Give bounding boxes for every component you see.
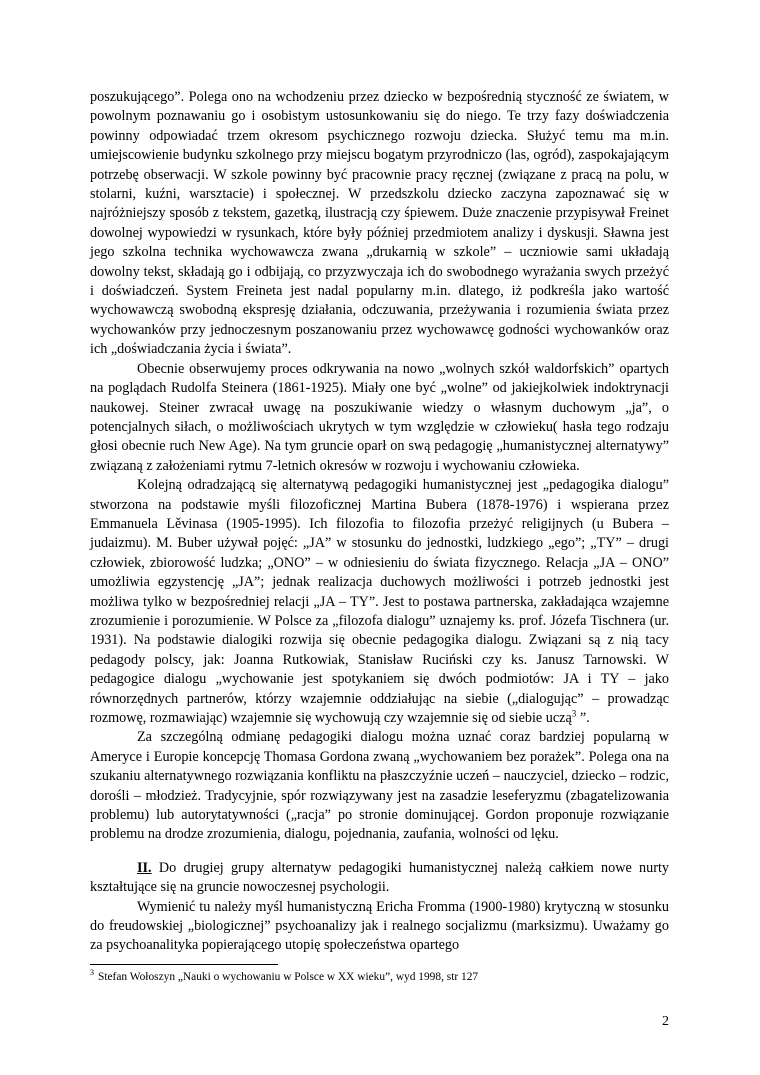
paragraph-gordon: Za szczególną odmianę pedagogiki dialogu można uznać coraz bardziej popularną w Ameryce i Europie koncepcję Thomasa Gordona zwaną „wychowaniem bez porażek”. Polega ona na szukaniu alternatywnego rozwiązania konfliktu na płaszczyźnie uczeń – nauczyciel, dziecko – rodzic, dorośli – młodzież. Tradycyjnie, spór rozwiązywany jest na zasadzie leseferyzmu (zbagatelizowania problemu) lub autorytatywności („racja” po stronie dominującej. Gordon proponuje rozwiązanie problemu na drodze zrozumienia, dialogu, pojednania, zaufania, wolności od lęku. [90, 729, 669, 843]
paragraph-steiner: Obecnie obserwujemy proces odkrywania na nowo „wolnych szkół waldorfskich” opartych na poglądach Rudolfa Steinera (1861-1925). Miały one być „wolne” od jakiejkolwiek indoktrynacji naukowej. Steiner zwracał uwagę na poszukiwanie wiedzy o własnym duchowym „ja”, o potencjalnych siłach, o możliwościach ukrytych w tym względzie w człowieku( hasła tego rodzaju głosi obecnie ruch New Age). Na tym gruncie oparł on swą pedagogię „humanistycznej alternatywy” związaną z założeniami rytmu 7-letnich okresów w rozwoju i wychowaniu człowieka. [90, 360, 669, 474]
paragraph-gap [90, 845, 669, 859]
quote-end: ”. [576, 710, 590, 726]
section-number: II. [137, 859, 152, 876]
footnote-text: Stefan Wołoszyn „Nauki o wychowaniu w Polsce w XX wieku”, wyd 1998, str 127 [98, 971, 479, 983]
footnote-mark: 3 [90, 968, 94, 978]
section-two-text: Do drugiej grupy alternatyw pedagogiki humanistycznej należą całkiem nowe nurty kształtujące się na gruncie nowoczesnej psychologii. [90, 859, 670, 896]
paragraph-buber [90, 476, 669, 728]
page-number: 2 [662, 1014, 669, 1029]
paragraph-section-two [90, 859, 669, 898]
paragraph-fromm: Wymienić tu należy myśl humanistyczną Ericha Fromma (1900-1980) krytyczną w stosunku do freudowskiej „biologicznej” psychoanalizy jak i realnego socjalizmu (marksizmu). Uważamy go za psychoanalityka popierającego utopię społeczeństwa opartego [90, 898, 669, 954]
footnote-separator [90, 964, 278, 965]
footnote-reference[interactable]: 3 [571, 708, 577, 719]
footnote [90, 970, 669, 985]
body-text [90, 88, 669, 956]
paragraph-buber-text: Kolejną odradzającą się alternatywą pedagogiki humanistycznej jest „pedagogika dialogu” stworzona na podstawie myśli filozoficznej Martina Bubera (1878-1976) i wspierana przez Emmanuela Lěvinasa (1905-1995). Ich filozofia to filozofia przeżyć religijnych (u Bubera – judaizmu). M. Buber używał pojęć: „JA” w stosunku do jednostki, ludzkiego „ego”; „TY” – drugi człowiek, zbiorowość ludzka; „ONO” – w odniesieniu do świata fizycznego. Relacja „JA – ONO” umożliwia egzystencję „JA”; jednak realizacja duchowych możliwości i potrzeb jednostki jest możliwa tylko w bezpośredniej relacji „JA – TY”. Jest to postawa partnerska, zakładająca wzajemne zrozumienie i porozumienie. W Polsce za „filozofa dialogu” uznajemy ks. prof. Józefa Tischnera (ur. 1931). Na podstawie dialogiki rozwija się obecnie pedagogika dialogu. Związani są z nią tacy pedagody polscy, jak: Joanna Rutkowiak, Stanisław Ruciński czy ks. Janusz Tarnowski. W pedagogice dialogu „wychowanie jest spotykaniem się dwóch podmiotów: JA i TY – jako równorzędnych partnerów, którzy wzajemnie oddziałując na siebie („dialogując” – prowadząc rozmowę, rozmawiając) wzajemnie się wychowują czy wzajemnie się od siebie uczą [90, 477, 669, 726]
paragraph-freinet: poszukującego”. Polega ono na wchodzeniu przez dziecko w bezpośrednią styczność ze światem, w powolnym poznawaniu go i osobistym ustosunkowaniu się do niego. Te trzy fazy doświadczenia powinny odpowiadać trzem okresom psychicznego rozwoju dziecka. Służyć temu ma m.in. umiejscowienie budynku szkolnego przy miejscu bogatym przyrodniczo (las, ogród), zaspokajającym potrzebę obserwacji. W szkole powinny być pracownie pracy ręcznej (związane z pracą na polu, w stolarni, kuźni, warsztacie) i społecznej. W przedszkolu dziecko zaczyna zapoznawać się w najróżniejszy sposób z tekstem, gazetką, ilustracją czy śpiewem. Duże znaczenie przypisywał Freinet dowolnej wypowiedzi w rysunkach, które były później przedmiotem analizy i dyskusji. Sławna jest jego szkolna technika wychowawcza zwana „drukarnią w szkole” – uczniowie sami układają dowolny tekst, składają go i odbijają, co przyzwyczaja ich do swobodnego wyrażania swych przeżyć i doświadczeń. System Freineta jest nadal popularny m.in. dlatego, iż podkreśla jako wartość wychowawczą swobodną ekspresję działania, odczuwania, przeżywania i rozumienia świata przez wychowanków przy jednoczesnym poszanowaniu przez wychowawcę godności wychowanków oraz ich „doświadczania życia i świata”. [90, 89, 669, 358]
